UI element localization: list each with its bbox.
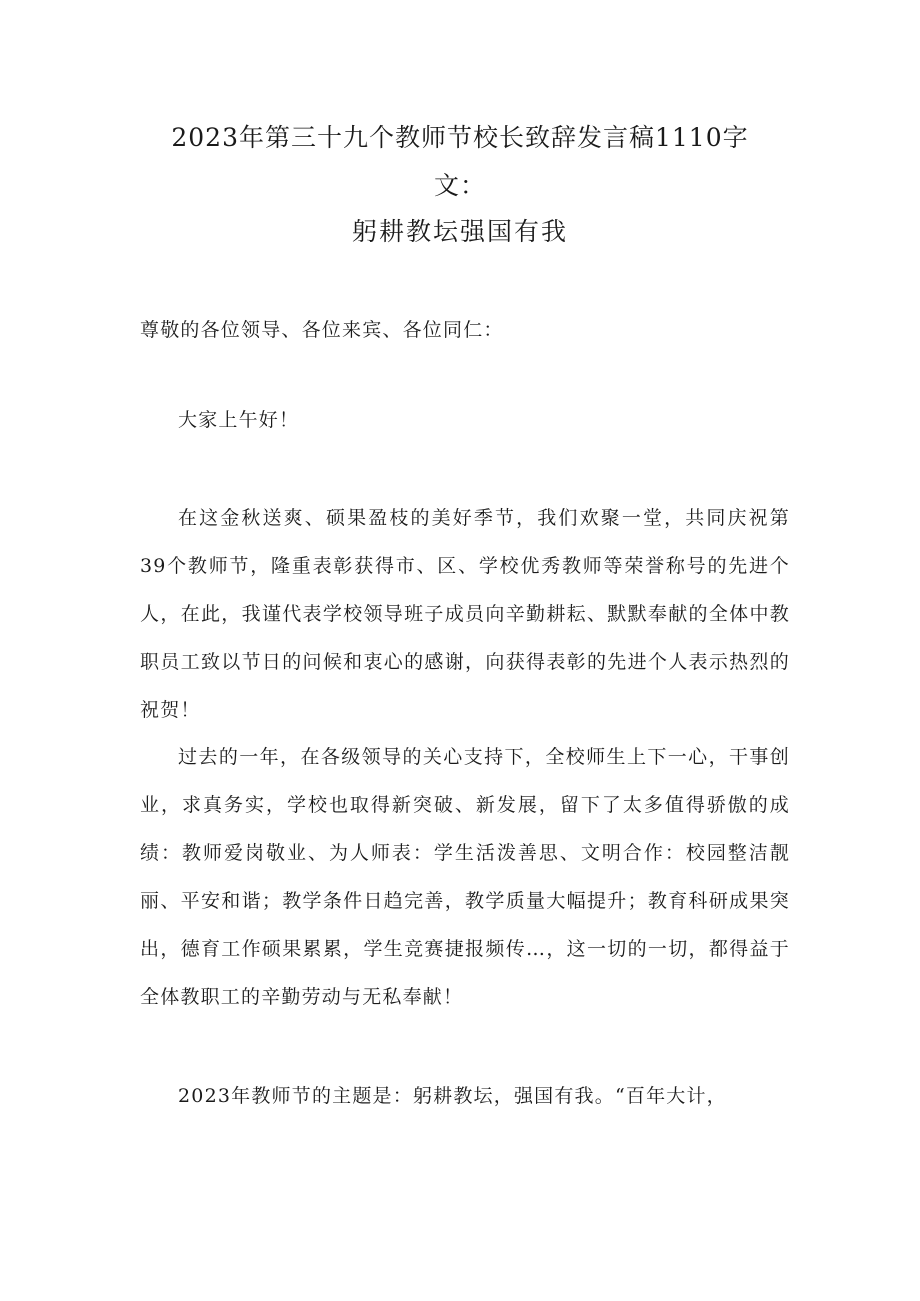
- salutation: 尊敬的各位领导、各位来宾、各位同仁：: [140, 319, 504, 341]
- greeting: 大家上午好！: [178, 409, 300, 431]
- document-title-line-2: 文：: [433, 171, 486, 200]
- paragraph-1: 在这金秋送爽、硕果盈枝的美好季节，我们欢聚一堂，共同庆祝第39个教师节，隆重表彰获得市、区、学校优秀教师等荣誉称号的先进个人，在此，我谨代表学校领导班子成员向辛勤耕耘、默默奉献的全体中教职员工致以节日的问候和衷心的感谢，向获得表彰的先进个人表示热烈的祝贺！: [140, 507, 790, 721]
- paragraph-2: 过去的一年，在各级领导的关心支持下，全校师生上下一心，干事创业，求真务实，学校也取得新突破、新发展，留下了太多值得骄傲的成绩：教师爱岗敬业、为人师表：学生活泼善思、文明合作：校园整洁靓丽、平安和谐；教学条件日趋完善，教学质量大幅提升；教育科研成果突出，德育工作硕果累累，学生竞赛捷报频传…，这一切的一切，都得益于全体教职工的辛勤劳动与无私奉献！: [140, 746, 790, 1008]
- document-subtitle: 躬耕教坛强国有我: [351, 217, 568, 246]
- paragraph-3: 2023年教师节的主题是：躬耕教坛，强国有我。“百年大计，: [178, 1085, 727, 1107]
- document-title-line-1: 2023年第三十九个教师节校长致辞发言稿1110字: [171, 123, 749, 152]
